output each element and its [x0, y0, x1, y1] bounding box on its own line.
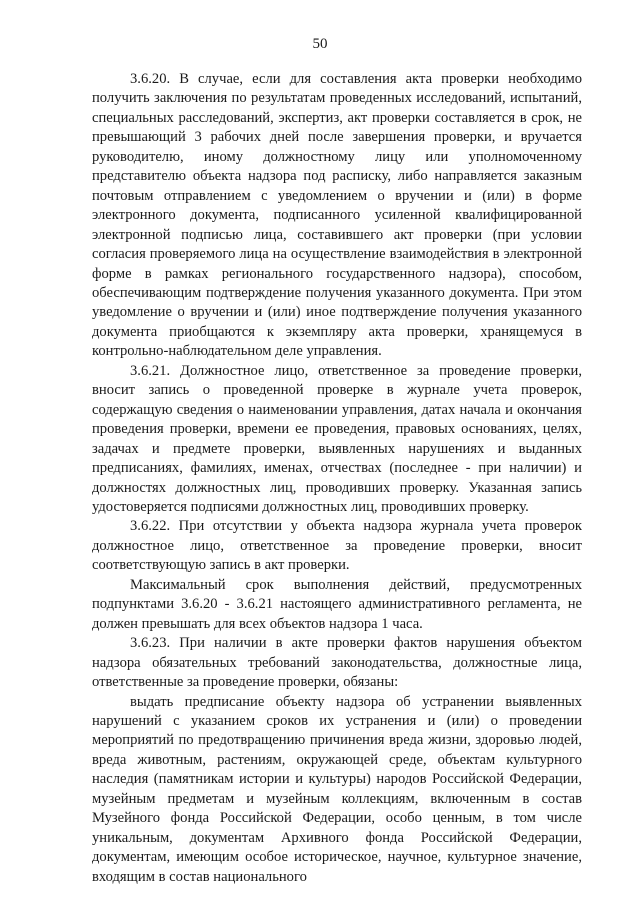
paragraph-3-6-20: 3.6.20. В случае, если для составления акта проверки необходимо получить заключения по результатам проведенных исследований, испытаний, специальных расследований, экспертиз, акт проверки составляется в срок, не превышающий 3 рабочих дней после завершения проверки, и вручается руководителю, иному должностному лицу или уполномоченному представителю объекта надзора под расписку, либо направляется заказным почтовым отправлением с уведомлением о вручении и (или) в форме электронного документа, подписанного усиленной квалифицированной электронной подписью лица, составившего акт проверки (при условии согласия проверяемого лица на осуществление взаимодействия в электронной форме в рамках регионального государственного надзора), способом, обеспечивающим подтверждение получения указанного документа. При этом уведомление о вручении и (или) иное подтверждение получения указанного документа приобщаются к экземпляру акта проверки, хранящемуся в контрольно-наблюдательном деле управления. [92, 71, 582, 360]
paragraph-max-time: Максимальный срок выполнения действий, предусмотренных подпунктами 3.6.20 - 3.6.21 настоящего административного регламента, не должен превышать для всех объектов надзора 1 часа. [92, 576, 582, 632]
paragraph-3-6-21: 3.6.21. Должностное лицо, ответственное за проведение проверки, вносит запись о проведенной проверке в журнале учета проверок, содержащую сведения о наименовании управления, датах начала и окончания проведения проверки, времени ее проведения, правовых основаниях, целях, задачах и предмете проверки, выявленных нарушениях и выданных предписаниях, фамилиях, именах, отчествах (последнее - при наличии) и должностях должностных лиц, проводивших проверку. Указанная запись удостоверяется подписями должностных лиц, проводивших проверку. [92, 362, 582, 515]
page-number: 50 [312, 36, 328, 52]
document-body [92, 70, 582, 887]
paragraph-issue-order: выдать предписание объекту надзора об устранении выявленных нарушений с указанием сроков их устранения и (или) о проведении мероприятий по предотвращению причинения вреда жизни, здоровью людей, вреда животным, растениям, окружающей среде, объектам культурного наследия (памятникам истории и культуры) народов Российской Федерации, музейным предметам и музейным коллекциям, включенным в состав Музейного фонда Российской Федерации, особо ценным, в том числе уникальным, документам Архивного фонда Российской Федерации, документам, имеющим особое историческое, научное, культурное значение, входящим в состав национального [92, 693, 582, 885]
paragraph-3-6-23: 3.6.23. При наличии в акте проверки фактов нарушения объектом надзора обязательных требований законодательства, должностные лица, ответственные за проведение проверки, обязаны: [92, 635, 582, 691]
paragraph-3-6-22: 3.6.22. При отсутствии у объекта надзора журнала учета проверок должностное лицо, ответственное за проведение проверки, вносит соответствующую запись в акт проверки. [92, 518, 582, 574]
